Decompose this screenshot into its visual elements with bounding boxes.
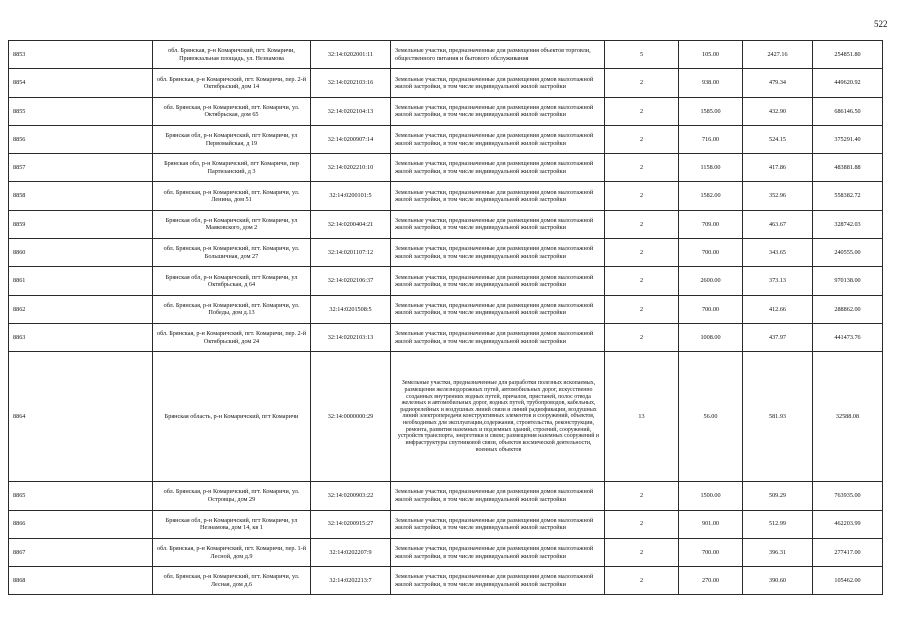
record-number-cell: 8864 [9, 352, 153, 482]
record-number-cell: 8857 [9, 154, 153, 182]
record-number-cell: 8853 [9, 41, 153, 69]
table-row [9, 210, 883, 238]
record-number-cell: 8868 [9, 567, 153, 595]
table-row [9, 482, 883, 510]
area-cell: 1008.00 [679, 323, 743, 351]
cadastral-value-cell: 686146.50 [813, 97, 883, 125]
cadastral-value-cell: 462203.99 [813, 510, 883, 538]
cadastral-value-cell: 483881.88 [813, 154, 883, 182]
area-cell: 105.00 [679, 41, 743, 69]
specific-value-cell: 343.65 [743, 239, 813, 267]
cadastral-value-cell: 763935.00 [813, 482, 883, 510]
land-use-cell: Земельные участки, предназначенные для размещения домов малоэтажной жилой застройки, в том числе индивидуальной жилой застройки [391, 295, 605, 323]
record-number-cell: 8856 [9, 125, 153, 153]
specific-value-cell: 390.60 [743, 567, 813, 595]
cadastral-value-cell: 970138.00 [813, 267, 883, 295]
group-cell: 2 [605, 323, 679, 351]
land-use-cell: Земельные участки, предназначенные для размещения домов малоэтажной жилой застройки, в том числе индивидуальной жилой застройки [391, 482, 605, 510]
area-cell: 2600.00 [679, 267, 743, 295]
table-row [9, 323, 883, 351]
specific-value-cell: 373.13 [743, 267, 813, 295]
specific-value-cell: 352.96 [743, 182, 813, 210]
table-row [9, 41, 883, 69]
table-row [9, 267, 883, 295]
cadastral-value-cell: 288862.00 [813, 295, 883, 323]
specific-value-cell: 2427.16 [743, 41, 813, 69]
area-cell: 700.00 [679, 538, 743, 566]
table-row [9, 182, 883, 210]
cadastral-value-cell: 240555.00 [813, 239, 883, 267]
area-cell: 1158.00 [679, 154, 743, 182]
cadastral-value-cell: 277417.00 [813, 538, 883, 566]
group-cell: 2 [605, 295, 679, 323]
cadastral-value-cell: 105462.00 [813, 567, 883, 595]
table-row [9, 352, 883, 482]
group-cell: 5 [605, 41, 679, 69]
specific-value-cell: 509.29 [743, 482, 813, 510]
land-use-cell: Земельные участки, предназначенные для размещения домов малоэтажной жилой застройки, в том числе индивидуальной жилой застройки [391, 182, 605, 210]
address-cell: обл. Брянская, р-н Комаричский, пгт. Комаричи, ул. Победы, дом д.13 [153, 295, 311, 323]
land-use-cell: Земельные участки, предназначенные для размещения домов малоэтажной жилой застройки, в том числе индивидуальной жилой застройки [391, 125, 605, 153]
record-number-cell: 8862 [9, 295, 153, 323]
address-cell: обл. Брянская, р-н Комаричский, пгт. Комаричи, ул. Октябрьская, дом 65 [153, 97, 311, 125]
record-number-cell: 8855 [9, 97, 153, 125]
group-cell: 2 [605, 510, 679, 538]
cadastral-number-cell: 32:14:0200101:5 [311, 182, 391, 210]
cadastral-value-cell: 558382.72 [813, 182, 883, 210]
address-cell: обл. Брянская, р-н Комаричский, пгт. Комаричи, пер. 1-й Лесной, дом д.9 [153, 538, 311, 566]
record-number-cell: 8866 [9, 510, 153, 538]
specific-value-cell: 512.99 [743, 510, 813, 538]
land-use-cell: Земельные участки, предназначенные для размещения домов малоэтажной жилой застройки, в том числе индивидуальной жилой застройки [391, 510, 605, 538]
area-cell: 1582.00 [679, 182, 743, 210]
table-row [9, 97, 883, 125]
registry-table [8, 40, 883, 595]
table-row [9, 125, 883, 153]
specific-value-cell: 396.31 [743, 538, 813, 566]
land-use-cell: Земельные участки, предназначенные для размещения домов малоэтажной жилой застройки, в том числе индивидуальной жилой застройки [391, 323, 605, 351]
address-cell: Брянская обл, р-н Комаричский, пгт Комаричи, ул Незнамова, дом 14, кв 1 [153, 510, 311, 538]
specific-value-cell: 524.15 [743, 125, 813, 153]
group-cell: 2 [605, 69, 679, 97]
group-cell: 2 [605, 125, 679, 153]
cadastral-number-cell: 32:14:0202213:7 [311, 567, 391, 595]
group-cell: 2 [605, 239, 679, 267]
cadastral-number-cell: 32:14:0202207:9 [311, 538, 391, 566]
specific-value-cell: 437.97 [743, 323, 813, 351]
area-cell: 901.00 [679, 510, 743, 538]
record-number-cell: 8854 [9, 69, 153, 97]
cadastral-number-cell: 32:14:0202210:10 [311, 154, 391, 182]
land-use-cell: Земельные участки, предназначенные для разработки полезных ископаемых, размещения железнодорожных путей, автомобильных дорог, искусственно созданных внутренних водных путей, причалов, пристаней, полос отвода железных и автомобильных дорог, водных путей, трубопроводов, кабельных, радиорелейных и воздушных линий связи и линий радиофикации, воздушных линий электропередачи конструктивных элементов и сооружений, объектов, необходимых для эксплуатации,содержания, строительства, реконструкции, ремонта, развития наземных и подземных зданий, строений, сооружений, устройств транспорта, энергетики и связи; размещения наземных сооружений и инфраструктуры спутниковой связи, объектов космической деятельности, военных объектов [391, 352, 605, 482]
group-cell: 2 [605, 538, 679, 566]
record-number-cell: 8858 [9, 182, 153, 210]
cadastral-number-cell: 32:14:0200903:22 [311, 482, 391, 510]
cadastral-value-cell: 32588.08 [813, 352, 883, 482]
table-row [9, 510, 883, 538]
land-use-cell: Земельные участки, предназначенные для размещения домов малоэтажной жилой застройки, в том числе индивидуальной жилой застройки [391, 538, 605, 566]
cadastral-number-cell: 32:14:0201508:5 [311, 295, 391, 323]
land-use-cell: Земельные участки, предназначенные для размещения домов малоэтажной жилой застройки, в том числе индивидуальной жилой застройки [391, 239, 605, 267]
address-cell: обл. Брянская, р-н Комаричский, пгт. Комаричи, ул. Островцы, дом 29 [153, 482, 311, 510]
cadastral-number-cell: 32:14:0000000:29 [311, 352, 391, 482]
area-cell: 700.00 [679, 295, 743, 323]
address-cell: обл. Брянская, р-н Комаричский, пгт. Комаричи, пер. 2-й Октябрьский, дом 24 [153, 323, 311, 351]
address-cell: обл. Брянская, р-н Комаричский, пгт. Комаричи, ул. Лесная, дом д.6 [153, 567, 311, 595]
cadastral-value-cell: 441473.76 [813, 323, 883, 351]
table-row [9, 154, 883, 182]
cadastral-number-cell: 32:14:0202104:13 [311, 97, 391, 125]
record-number-cell: 8867 [9, 538, 153, 566]
land-use-cell: Земельные участки, предназначенные для размещения домов малоэтажной жилой застройки, в том числе индивидуальной жилой застройки [391, 210, 605, 238]
cadastral-number-cell: 32:14:0200404:21 [311, 210, 391, 238]
record-number-cell: 8861 [9, 267, 153, 295]
group-cell: 2 [605, 482, 679, 510]
record-number-cell: 8860 [9, 239, 153, 267]
table-row [9, 239, 883, 267]
area-cell: 716.00 [679, 125, 743, 153]
table-row [9, 69, 883, 97]
specific-value-cell: 463.67 [743, 210, 813, 238]
cadastral-number-cell: 32:14:0202103:16 [311, 69, 391, 97]
land-use-cell: Земельные участки, предназначенные для размещения домов малоэтажной жилой застройки, в том числе индивидуальной жилой застройки [391, 97, 605, 125]
cadastral-number-cell: 32:14:0200907:14 [311, 125, 391, 153]
group-cell: 2 [605, 210, 679, 238]
group-cell: 2 [605, 267, 679, 295]
table-row [9, 295, 883, 323]
area-cell: 938.00 [679, 69, 743, 97]
address-cell: обл. Брянская, р-н Комаричский, пгт. Комаричи, ул. Большичная, дом 27 [153, 239, 311, 267]
land-use-cell: Земельные участки, предназначенные для размещения домов малоэтажной жилой застройки, в том числе индивидуальной жилой застройки [391, 267, 605, 295]
record-number-cell: 8859 [9, 210, 153, 238]
cadastral-number-cell: 32:14:0200915:27 [311, 510, 391, 538]
address-cell: Брянская область, р-н Комаричский, пгт Комаричи [153, 352, 311, 482]
specific-value-cell: 479.34 [743, 69, 813, 97]
record-number-cell: 8865 [9, 482, 153, 510]
address-cell: Брянская обл, р-н Комаричский, пгт Комаричи, пер Партизанский, д 3 [153, 154, 311, 182]
address-cell: Брянская обл, р-н Комаричский, пгт Комаричи, ул Первомайская, д 19 [153, 125, 311, 153]
area-cell: 700.00 [679, 239, 743, 267]
area-cell: 56.00 [679, 352, 743, 482]
cadastral-value-cell: 254851.80 [813, 41, 883, 69]
cadastral-number-cell: 32:14:0202103:13 [311, 323, 391, 351]
group-cell: 2 [605, 97, 679, 125]
land-use-cell: Земельные участки, предназначенные для размещения домов малоэтажной жилой застройки, в том числе индивидуальной жилой застройки [391, 154, 605, 182]
address-cell: Брянская обл, р-н Комаричский, пгт Комаричи, ул Маяковского, дом 2 [153, 210, 311, 238]
address-cell: обл. Брянская, р-н Комаричский, пгт. Комаричи, Привокзальная площадь, ул. Незнамова [153, 41, 311, 69]
address-cell: обл. Брянская, р-н Комаричский, пгт. Комаричи, ул. Ленина, дом 51 [153, 182, 311, 210]
cadastral-value-cell: 328742.03 [813, 210, 883, 238]
area-cell: 709.00 [679, 210, 743, 238]
land-use-cell: Земельные участки, предназначенные для размещения объектов торговли, общественного питания и бытового обслуживания [391, 41, 605, 69]
cadastral-number-cell: 32:14:0201107:12 [311, 239, 391, 267]
specific-value-cell: 412.66 [743, 295, 813, 323]
specific-value-cell: 417.86 [743, 154, 813, 182]
registry-body [9, 41, 883, 595]
group-cell: 2 [605, 154, 679, 182]
area-cell: 1500.00 [679, 482, 743, 510]
land-use-cell: Земельные участки, предназначенные для размещения домов малоэтажной жилой застройки, в том числе индивидуальной жилой застройки [391, 567, 605, 595]
specific-value-cell: 432.90 [743, 97, 813, 125]
group-cell: 2 [605, 182, 679, 210]
page-number: 522 [874, 19, 888, 29]
address-cell: Брянская обл, р-н Комаричский, пгт Комаричи, ул Октябрьская, д 64 [153, 267, 311, 295]
cadastral-value-cell: 375291.40 [813, 125, 883, 153]
group-cell: 13 [605, 352, 679, 482]
land-use-cell: Земельные участки, предназначенные для размещения домов малоэтажной жилой застройки, в том числе индивидуальной жилой застройки [391, 69, 605, 97]
specific-value-cell: 581.93 [743, 352, 813, 482]
table-row [9, 538, 883, 566]
area-cell: 1585.00 [679, 97, 743, 125]
cadastral-number-cell: 32:14:0202106:37 [311, 267, 391, 295]
cadastral-value-cell: 449620.92 [813, 69, 883, 97]
table-row [9, 567, 883, 595]
record-number-cell: 8863 [9, 323, 153, 351]
cadastral-number-cell: 32:14:0202001:11 [311, 41, 391, 69]
area-cell: 270.00 [679, 567, 743, 595]
address-cell: обл. Брянская, р-н Комаричский, пгт. Комаричи, пер. 2-й Октябрьский, дом 14 [153, 69, 311, 97]
group-cell: 2 [605, 567, 679, 595]
